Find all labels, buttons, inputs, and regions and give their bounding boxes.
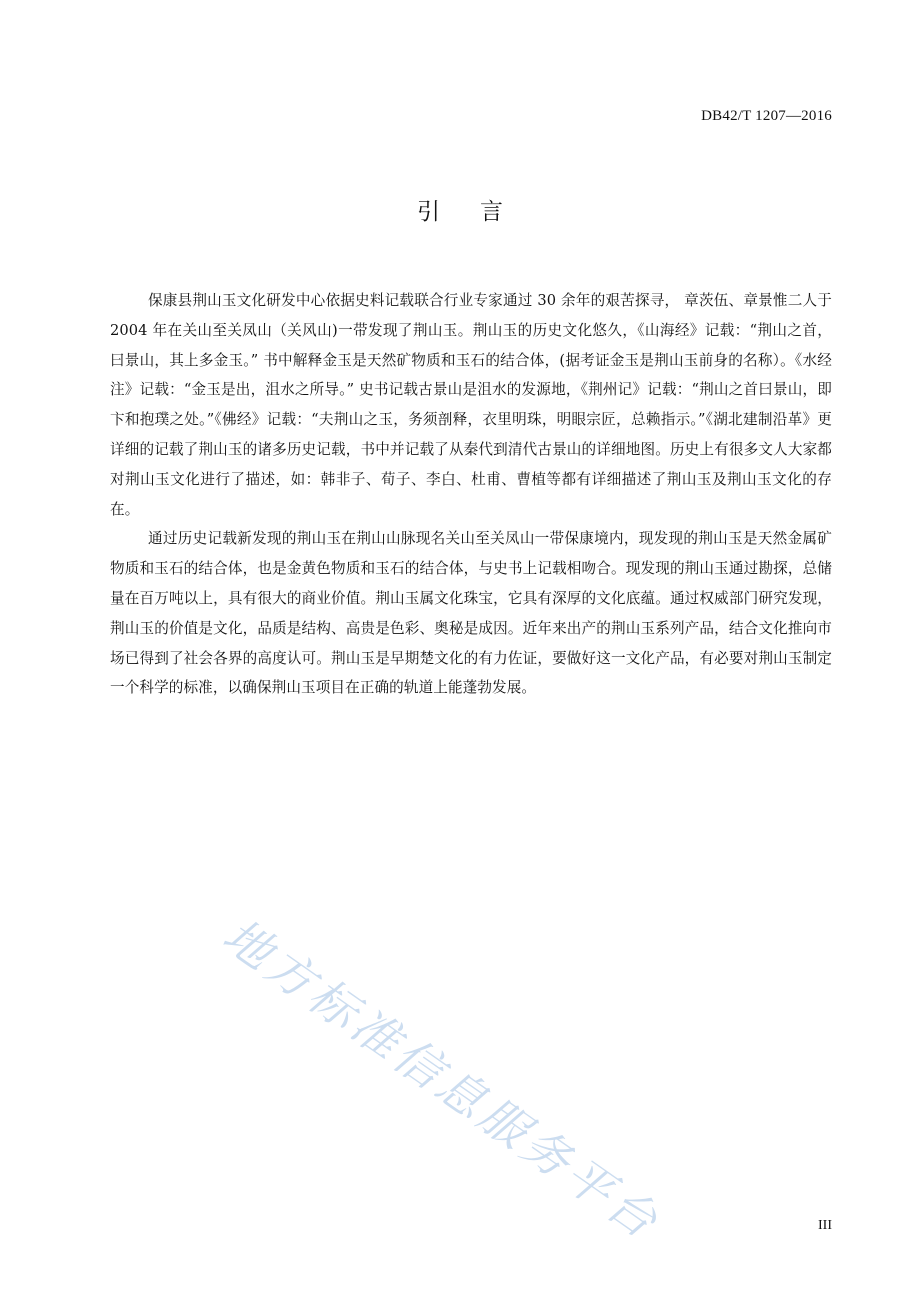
paragraph-1: 保康县荆山玉文化研发中心依据史料记载联合行业专家通过 30 余年的艰苦探寻， 章茨伍、章景惟二人于 2004 年在关山至关凤山（关风山)一带发现了荆山玉。荆山玉的历史文化悠久，《山海经》记载：“荆山之首，曰景山，其上多金玉。” 书中解释金玉是天然矿物质和玉石的结合体，(据考证金玉是荆山玉前身的名称）。《水经注》记载：“金玉是出，沮水之所导。” 史书记载古景山是沮水的发源地，《荆州记》记载：“荆山之首曰景山，即卞和抱璞之处。”《佛经》记载：“夫荆山之玉，务须剖释，衣里明珠，明眼宗匠，总赖指示。”《湖北建制沿革》更详细的记载了荆山玉的诸多历史记载，书中并记载了从秦代到清代古景山的详细地图。历史上有很多文人大家都对荆山玉文化进行了描述，如：韩非子、荀子、李白、杜甫、曹植等都有详细描述了荆山玉及荆山玉文化的存在。: [110, 292, 832, 518]
page-number: III: [818, 1218, 832, 1233]
page-title: 引言: [417, 199, 543, 225]
document-code: DB42/T 1207—2016: [701, 108, 832, 124]
paragraph-2: 通过历史记载新发现的荆山玉在荆山山脉现名关山至关凤山一带保康境内，现发现的荆山玉是天然金属矿物质和玉石的结合体，也是金黄色物质和玉石的结合体，与史书上记载相吻合。现发现的荆山玉通过勘探，总储量在百万吨以上，具有很大的商业价值。荆山玉属文化珠宝，它具有深厚的文化底蕴。通过权威部门研究发现，荆山玉的价值是文化，品质是结构、高贵是色彩、奥秘是成因。近年来出产的荆山玉系列产品，结合文化推向市场已得到了社会各界的高度认可。荆山玉是早期楚文化的有力佐证，要做好这一文化产品，有必要对荆山玉制定一个科学的标准，以确保荆山玉项目在正确的轨道上能蓬勃发展。: [110, 530, 832, 697]
watermark: 地方标准信息服务平台: [212, 908, 671, 1252]
body-text: [110, 286, 832, 703]
